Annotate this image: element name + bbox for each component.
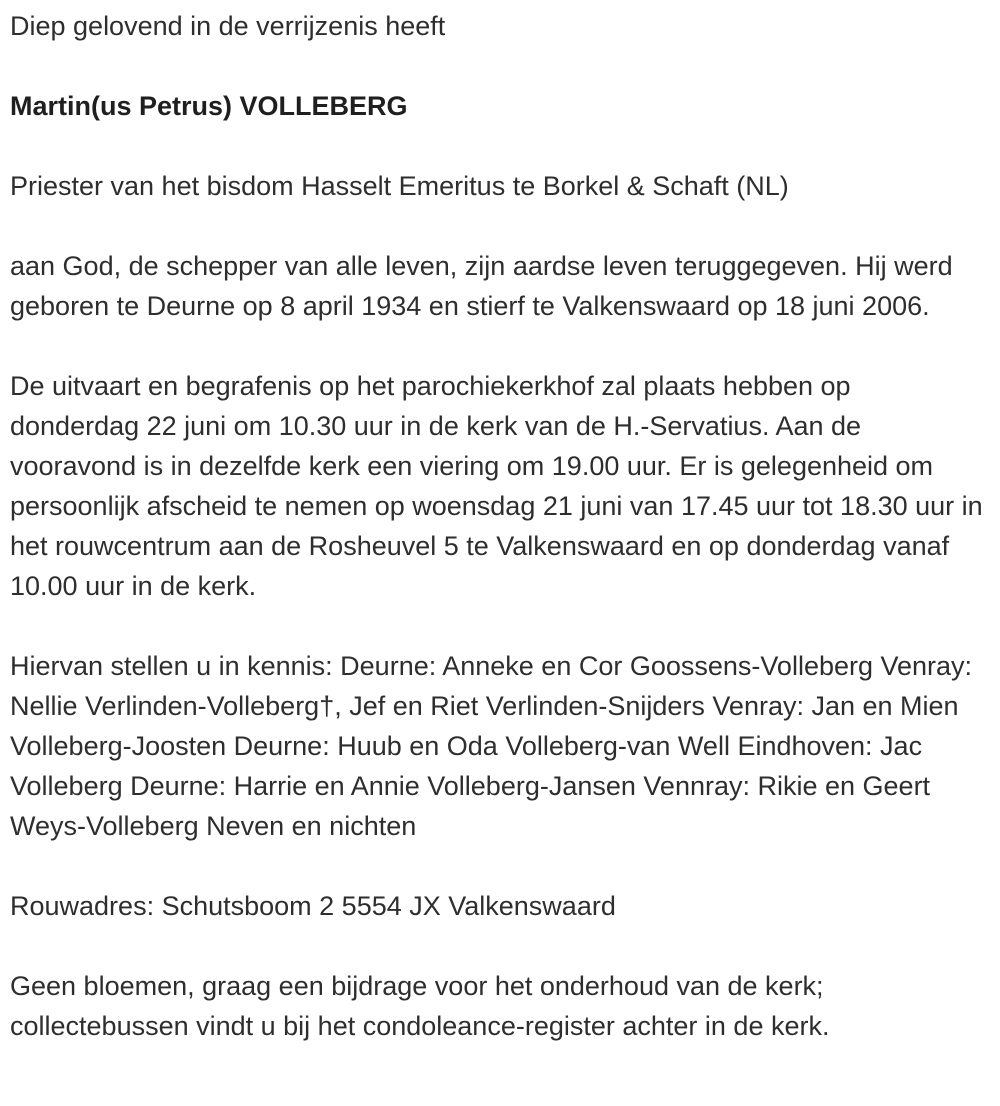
family-notice-paragraph: Hiervan stellen u in kennis: Deurne: Anneke en Cor Goossens-Volleberg Venray: Nellie Verlinden-Volleberg†, Jef en Riet Verlinden-Snijders Venray: Jan en Mien Volleberg-Joosten Deurne: Huub en Oda Volleberg-van Well Eindhoven: Jac Volleberg Deurne: Harrie en Annie Volleberg-Jansen Vennray: Rikie en Geert Weys-Volleberg Neven en nichten [10,651,973,841]
mourning-address-line: Rouwadres: Schutsboom 2 5554 JX Valkenswaard [10,891,616,921]
deceased-title-line: Priester van het bisdom Hasselt Emeritus te Borkel & Schaft (NL) [10,171,789,201]
funeral-details-paragraph: De uitvaart en begrafenis op het parochiekerkhof zal plaats hebben op donderdag 22 juni om 10.30 uur in de kerk van de H.-Servatius. Aan de vooravond is in dezelfde kerk een viering om 19.00 uur. Er is gelegenheid om persoonlijk afscheid te nemen op woensdag 21 juni van 17.45 uur tot 18.30 uur in het rouwcentrum aan de Rosheuvel 5 te Valkenswaard en op donderdag vanaf 10.00 uur in de kerk. [10,371,983,601]
intro-line: Diep gelovend in de verrijzenis heeft [10,11,446,41]
deceased-name-heading: Martin(us Petrus) VOLLEBERG [10,91,408,121]
death-notice-paragraph: aan God, de schepper van alle leven, zijn aardse leven teruggegeven. Hij werd geboren te Deurne op 8 april 1934 en stierf te Valkenswaard op 18 juni 2006. [10,251,953,321]
flowers-note-paragraph: Geen bloemen, graag een bijdrage voor het onderhoud van de kerk; collectebussen vindt u bij het condoleance-register achter in de kerk. [10,971,830,1041]
